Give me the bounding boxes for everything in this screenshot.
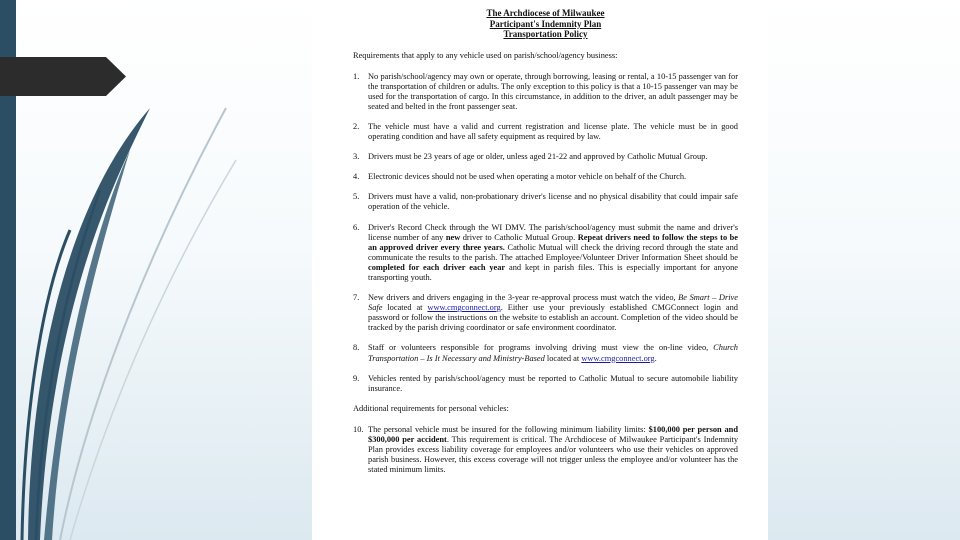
bold-run: Repeat drivers need to follow the steps to be an approved driver every three years. (368, 232, 738, 252)
text-run: . Either use your previously established CMGConnect login and password or follow the instructions on the website to establish an account. Completion of the video should be tracked by the parish driving coordinator or safe environment coordinator. (368, 303, 738, 333)
video-title: Be Smart – Drive Safe (368, 293, 738, 313)
cmgconnect-link[interactable]: www.cmgconnect.org (581, 353, 655, 363)
requirement-item (353, 172, 738, 182)
item-number: 3. (353, 152, 360, 162)
requirement-item (353, 192, 738, 212)
requirement-item (353, 122, 738, 142)
item-text (368, 223, 738, 284)
requirement-item (353, 343, 738, 363)
requirement-item (353, 72, 738, 112)
item-text: Vehicles rented by parish/school/agency must be reported to Catholic Mutual to secure automobile liability insurance. (368, 373, 738, 393)
text-run: . (654, 353, 657, 363)
item-number: 10. (353, 424, 364, 434)
requirement-item (353, 293, 738, 333)
requirement-item (353, 223, 738, 284)
text-run: . This requirement is critical. The Archdiocese of Milwaukee Participant's Indemnity Plan provides excess liability coverage for employees and/or volunteers who use their vehicles on approved parish business. However, this excess coverage will not trigger unless the employee and/or volunteer has the stated minimum limits. (368, 435, 739, 475)
header-plan: Participant's Indemnity Plan (489, 18, 602, 29)
item-number: 7. (353, 293, 360, 303)
item-number: 6. (353, 222, 360, 232)
item-number: 1. (353, 71, 360, 81)
item-number: 4. (353, 172, 360, 182)
intro-personal-vehicles: Additional requirements for personal vehicles: (353, 403, 509, 413)
bold-run: new (445, 232, 461, 242)
bold-run: completed for each driver each year (368, 262, 506, 272)
arrow-tag-shape (0, 57, 126, 96)
text-run: located at (544, 353, 582, 363)
item-text (368, 293, 738, 333)
video-title: Church Transportation – Is It Necessary and Ministry-Based (368, 343, 738, 363)
item-number: 5. (353, 192, 360, 202)
header-organization: The Archdiocese of Milwaukee (486, 8, 605, 18)
text-run: Staff or volunteers responsible for programs involving driving must view the on-line video, (368, 343, 714, 353)
item-text (368, 425, 738, 475)
item-text: Electronic devices should not be used when operating a motor vehicle on behalf of the Church. (368, 172, 687, 182)
item-text (368, 343, 738, 363)
item-text: Drivers must have a valid, non-probationary driver's license and no physical disability that could impair safe operation of the vehicle. (368, 192, 738, 212)
text-run: driver to Catholic Mutual Group. (460, 232, 578, 242)
intro-business-vehicles: Requirements that apply to any vehicle used on parish/school/agency business: (353, 50, 618, 60)
requirement-item (353, 152, 738, 162)
text-run: Driver's Record Check through the WI DMV. The parish/school/agency must submit the name and driver's license number of any (368, 222, 738, 242)
item-text: Drivers must be 23 years of age or older, unless aged 21-22 and approved by Catholic Mutual Group. (368, 152, 708, 162)
text-run: New drivers and drivers engaging in the 3-year re-approval process must watch the video, (368, 293, 679, 303)
item-number: 8. (353, 343, 360, 353)
item-text: The vehicle must have a valid and current registration and license plate. The vehicle must be in good operating condition and have all safety equipment as required by law. (368, 121, 738, 142)
header-policy: Transportation Policy (503, 29, 588, 39)
item-number: 9. (353, 373, 360, 383)
policy-document (312, 0, 768, 540)
bold-run: $100,000 per person and $300,000 per accident (368, 424, 738, 445)
requirement-item (353, 374, 738, 394)
requirement-item (353, 425, 738, 475)
item-number: 2. (353, 121, 360, 131)
item-text: No parish/school/agency may own or operate, through borrowing, leasing or rental, a 10-15 passenger van for the transportation of children or adults. The only exception to this policy is that a 10-15 passenger van may be used for the transportation of cargo. In this circumstance, in addition to the driver, an adult passenger may be seated and belted in the front passenger seat. (368, 71, 738, 111)
document-header (353, 8, 738, 40)
text-run: Catholic Mutual will check the driving record through the state and communicate the results to the parish. The attached Employee/Volunteer Driver Information Sheet should be (368, 242, 738, 262)
text-run: located at (382, 303, 428, 313)
text-run: and kept in parish files. This is especially important for anyone transporting youth. (368, 262, 738, 282)
cmgconnect-link[interactable]: www.cmgconnect.org (427, 303, 501, 313)
text-run: The personal vehicle must be insured for the following minimum liability limits: (368, 424, 649, 434)
